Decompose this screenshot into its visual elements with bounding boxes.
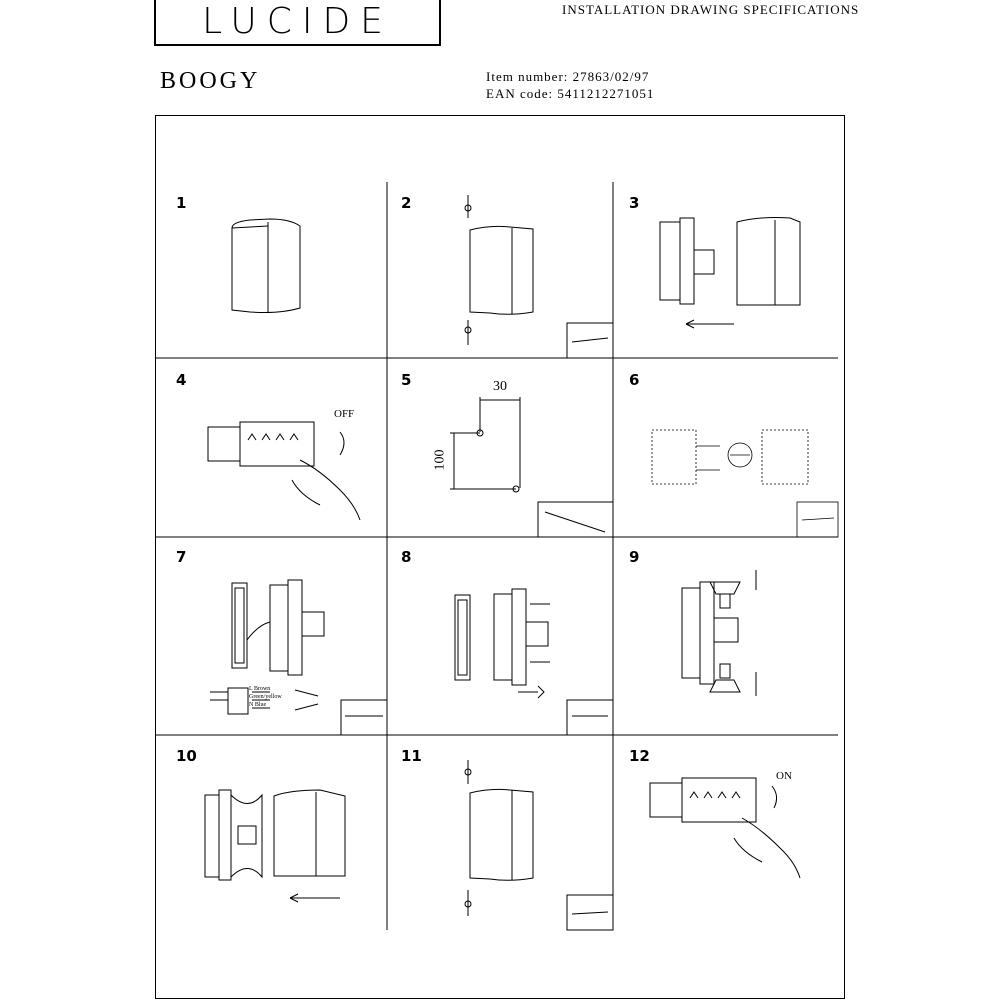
step-number: 11 <box>401 747 422 765</box>
brand-logo-text: LUCIDE <box>202 1 393 42</box>
wire-color: Green/yellow <box>249 694 282 700</box>
switch-off-drawing <box>208 422 360 520</box>
wiring-drawing <box>210 580 387 735</box>
wire-color: Brown <box>253 686 271 692</box>
step-number: 9 <box>629 548 640 566</box>
wire-color: Blue <box>254 702 267 708</box>
product-name: BOOGY <box>160 68 261 94</box>
on-label: ON <box>776 770 792 782</box>
drill-dimensions-drawing <box>450 397 613 537</box>
step-number: 2 <box>401 194 412 212</box>
width-dimension: 30 <box>493 379 507 394</box>
step-number: 10 <box>176 747 197 765</box>
wire-code: L <box>249 686 253 692</box>
wire-legend <box>249 685 282 709</box>
wire-code: N <box>249 702 254 708</box>
grid-lines <box>155 182 838 930</box>
document-type: INSTALLATION DRAWING SPECIFICATIONS <box>562 2 860 17</box>
screw-removal-drawing <box>465 195 613 358</box>
switch-on-drawing <box>650 778 800 878</box>
lamp-body-drawing <box>232 219 300 313</box>
slide-body-drawing <box>205 790 345 902</box>
mount-plate-drawing <box>660 218 800 329</box>
item-number: Item number: 27863/02/97 <box>486 69 650 84</box>
step-number: 4 <box>176 371 187 389</box>
step-number: 8 <box>401 548 412 566</box>
height-dimension: 100 <box>432 449 448 471</box>
step-number: 6 <box>629 371 640 389</box>
step-number: 5 <box>401 371 412 389</box>
step-number: 1 <box>176 194 187 212</box>
step-number: 3 <box>629 194 640 212</box>
screw-plate-drawing <box>455 589 613 735</box>
off-label: OFF <box>334 408 355 420</box>
screw-refit-drawing <box>465 760 613 930</box>
step-number: 7 <box>176 548 187 566</box>
ean-code: EAN code: 5411212271051 <box>486 86 655 101</box>
bulb-fitting-drawing <box>682 570 756 696</box>
wall-plug-drawing <box>652 430 838 537</box>
step-number: 12 <box>629 747 650 765</box>
